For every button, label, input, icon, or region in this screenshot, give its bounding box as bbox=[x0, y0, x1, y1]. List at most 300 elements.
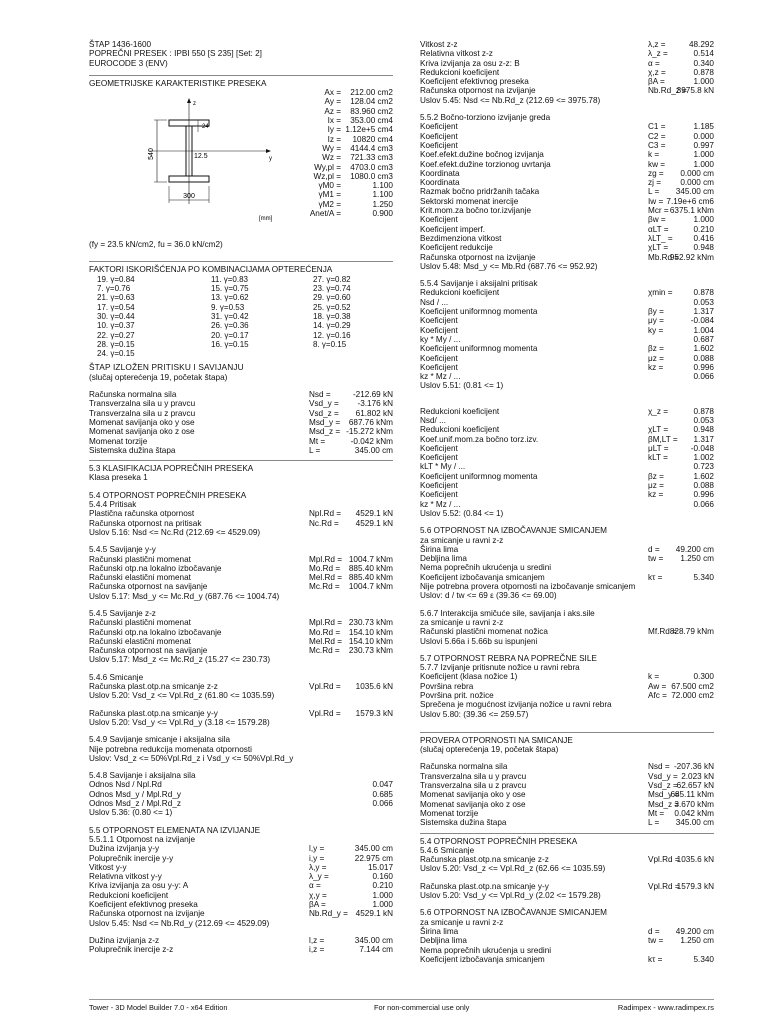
row-label: Uslov 5.51: (0.81 <= 1) bbox=[420, 381, 504, 391]
row-label: Računska normalna sila bbox=[89, 390, 177, 400]
text-row bbox=[420, 425, 714, 434]
row-symbol: Mcr = bbox=[648, 206, 669, 216]
text-row bbox=[89, 618, 393, 627]
factor-row bbox=[89, 275, 393, 284]
factor-cell: 7. γ=0.76 bbox=[97, 284, 131, 294]
row-value: 828.79 kNm bbox=[669, 627, 714, 637]
row-value: 4529.1 kN bbox=[355, 518, 393, 528]
text-row bbox=[420, 77, 714, 86]
text-row bbox=[89, 628, 393, 637]
row-value: 15.017 bbox=[367, 862, 393, 872]
row-label: Momenat torzije bbox=[420, 808, 479, 818]
row-value: 7.144 cm bbox=[359, 945, 393, 955]
row-label: Sistemska dužina štapa bbox=[420, 818, 507, 828]
row-value: 345.00 cm bbox=[675, 818, 714, 828]
row-value: 0.088 bbox=[693, 481, 714, 491]
row-value: 22.975 cm bbox=[354, 853, 393, 863]
text-row bbox=[420, 435, 714, 444]
row-value: 0.996 bbox=[693, 362, 714, 372]
text-row bbox=[420, 225, 714, 234]
geometry-row bbox=[279, 125, 393, 134]
row-value: -15.272 kNm bbox=[346, 427, 393, 437]
row-label: ŠTAP IZLOŽEN PRITISKU I SAVIJANJU bbox=[89, 362, 244, 373]
row-value: 230.73 kNm bbox=[348, 618, 393, 628]
row-value: 0.053 bbox=[693, 415, 714, 425]
row-label: Koeficijent bbox=[420, 362, 458, 372]
row-value: 0.948 bbox=[693, 243, 714, 253]
row-value: 0.210 bbox=[693, 224, 714, 234]
factor-cell: 22. γ=0.27 bbox=[97, 330, 135, 340]
geometry-row bbox=[279, 163, 393, 172]
row-symbol: Vpl.Rd = bbox=[648, 881, 680, 891]
row-label: Koeficijent izbočavanja smicanjem bbox=[420, 954, 545, 964]
row-symbol: Nsd = bbox=[309, 390, 331, 400]
text-row bbox=[420, 262, 714, 271]
text-row bbox=[420, 316, 714, 325]
row-value: 0.878 bbox=[693, 67, 714, 77]
row-label: Koeficijent efektivnog preseka bbox=[420, 77, 529, 87]
row-label: Koeficijent bbox=[420, 490, 458, 500]
row-symbol: βz = bbox=[648, 344, 664, 354]
text-row bbox=[420, 197, 714, 206]
text-row bbox=[89, 936, 393, 945]
factor-cell: 18. γ=0.38 bbox=[313, 311, 351, 321]
row-value: 0.300 bbox=[693, 672, 714, 682]
factor-cell: 17. γ=0.54 bbox=[97, 302, 135, 312]
row-label: Momenat savijanja oko y ose bbox=[420, 790, 526, 800]
spacer bbox=[89, 601, 393, 609]
geometry-row bbox=[279, 144, 393, 153]
text-row bbox=[420, 800, 714, 809]
row-label: Širina lima bbox=[420, 544, 459, 554]
row-label: Koeficijent redukcije bbox=[420, 243, 493, 253]
text-row bbox=[420, 326, 714, 335]
text-row bbox=[420, 946, 714, 955]
row-label: Koeficijent bbox=[420, 215, 458, 225]
axis-y-label: y bbox=[269, 156, 272, 163]
row-value: 1004.7 kNm bbox=[348, 554, 393, 564]
row-value: 1.004 bbox=[693, 325, 714, 335]
material-note: (fy = 23.5 kN/cm2, fu = 36.0 kN/cm2) bbox=[89, 240, 223, 250]
text-row bbox=[420, 288, 714, 297]
row-symbol: zg = bbox=[648, 168, 664, 178]
text-row bbox=[89, 409, 393, 418]
row-label: Bezdimenziona vitkost bbox=[420, 233, 502, 243]
geometry-value: 10820 cm4 bbox=[352, 134, 393, 144]
row-label: Sistemska dužina štapa bbox=[89, 445, 176, 455]
geometry-key: Wz,pl = bbox=[313, 171, 341, 181]
row-label: Poluprečnik inercije z-z bbox=[89, 945, 174, 955]
row-value: -0.048 bbox=[690, 443, 714, 453]
text-row bbox=[420, 772, 714, 781]
text-row bbox=[89, 564, 393, 573]
row-symbol: Vpl.Rd = bbox=[309, 708, 341, 718]
text-row bbox=[89, 808, 393, 817]
factor-cell: 15. γ=0.75 bbox=[211, 284, 249, 294]
text-row bbox=[420, 96, 714, 105]
text-row bbox=[420, 682, 714, 691]
factor-row bbox=[89, 312, 393, 321]
row-symbol: L = bbox=[648, 187, 660, 197]
geometry-row bbox=[279, 97, 393, 106]
row-label: Računski otp.na lokalno izbočavanje bbox=[89, 563, 222, 573]
text-row bbox=[89, 682, 393, 691]
text-row bbox=[420, 762, 714, 771]
row-label: 5.5.1.1 Otpornost na izvijanje bbox=[89, 834, 196, 844]
row-label: 5.6 OTPORNOST NA IZBOČAVANJE SMICANJEM bbox=[420, 526, 607, 536]
row-value: 1.602 bbox=[693, 344, 714, 354]
row-value: 0.878 bbox=[693, 288, 714, 298]
text-row bbox=[420, 500, 714, 509]
spacer bbox=[420, 399, 714, 407]
row-value: 1.000 bbox=[693, 215, 714, 225]
text-row bbox=[420, 654, 714, 663]
row-symbol: μLT = bbox=[648, 443, 669, 453]
text-row bbox=[89, 718, 393, 727]
text-row bbox=[420, 59, 714, 68]
row-value: 0.047 bbox=[372, 780, 393, 790]
footer-right: Radimpex - www.radimpex.rs bbox=[617, 1003, 714, 1012]
text-row bbox=[89, 573, 393, 582]
text-row bbox=[420, 609, 714, 618]
text-row bbox=[420, 618, 714, 627]
geometry-row bbox=[279, 107, 393, 116]
text-row bbox=[420, 545, 714, 554]
row-value: 885.40 kNm bbox=[348, 563, 393, 573]
row-label: Nema poprečnih ukrućenja u sredini bbox=[420, 563, 552, 573]
row-value: 1.317 bbox=[693, 307, 714, 317]
factor-cell: 16. γ=0.15 bbox=[211, 339, 249, 349]
row-value: 2.023 kN bbox=[681, 771, 714, 781]
row-value: 0.000 cm bbox=[680, 168, 714, 178]
row-label: Kriva izvijanja za osu y-y: A bbox=[89, 881, 189, 891]
row-label: Nsd/ ... bbox=[420, 415, 446, 425]
text-row bbox=[420, 637, 714, 646]
header-line-1: ŠTAP 1436-1600 bbox=[89, 40, 152, 49]
geometry-row bbox=[279, 209, 393, 218]
geometry-value: 353.00 cm4 bbox=[350, 116, 393, 126]
text-row bbox=[420, 927, 714, 936]
geometry-key: Wz = bbox=[322, 153, 341, 163]
row-value: 1.250 cm bbox=[680, 554, 714, 564]
text-row bbox=[89, 582, 393, 591]
row-label: Transverzalna sila u y pravcu bbox=[89, 399, 196, 409]
text-row bbox=[89, 709, 393, 718]
row-value: 3975.8 kN bbox=[676, 86, 714, 96]
text-row bbox=[420, 864, 714, 873]
geometry-value: 1.100 bbox=[372, 190, 393, 200]
row-label: Nema poprečnih ukrućenja u sredini bbox=[420, 945, 552, 955]
row-value: 1579.3 kN bbox=[676, 881, 714, 891]
text-row bbox=[420, 279, 714, 288]
row-value: 1.000 bbox=[372, 890, 393, 900]
row-label: Nije potrebna redukcija momenata otpornosti bbox=[89, 744, 252, 754]
text-row bbox=[420, 40, 714, 49]
row-symbol: k = bbox=[648, 672, 660, 682]
text-row bbox=[89, 844, 393, 853]
row-label: 5.6 OTPORNOST NA IZBOČAVANJE SMICANJEM bbox=[420, 908, 607, 918]
row-label: 5.4 OTPORNOST POPREČNIH PRESEKA bbox=[420, 836, 578, 846]
geometry-key: Ax = bbox=[324, 88, 341, 98]
text-row bbox=[420, 113, 714, 122]
spacer bbox=[89, 665, 393, 673]
factor-cell: 26. γ=0.36 bbox=[211, 321, 249, 331]
row-label: kz * Mz / ... bbox=[420, 499, 461, 509]
factor-cell: 14. γ=0.29 bbox=[313, 321, 351, 331]
row-symbol: βz = bbox=[648, 471, 664, 481]
factor-cell: 8. γ=0.15 bbox=[313, 339, 347, 349]
row-label: Uslovi 5.66a i 5.66b su ispunjeni bbox=[420, 636, 538, 646]
row-symbol: λ_y = bbox=[309, 872, 329, 882]
web-thickness-label: 12.5 bbox=[194, 153, 208, 161]
row-label: Koeficijent bbox=[420, 131, 458, 141]
row-label: Redukcioni koeficijent bbox=[89, 890, 169, 900]
row-label: Uslov 5.45: Nsd <= Nb.Rd_y (212.69 <= 4529.09) bbox=[89, 918, 270, 928]
row-label: Koeficijent izbočavanja smicanjem bbox=[420, 572, 545, 582]
geometry-value: 0.900 bbox=[372, 209, 393, 219]
text-row bbox=[89, 399, 393, 408]
row-value: 48.292 bbox=[688, 40, 714, 49]
row-symbol: Afc = bbox=[648, 691, 667, 700]
text-row bbox=[420, 855, 714, 864]
text-row bbox=[89, 373, 393, 382]
text-row bbox=[420, 672, 714, 681]
row-label: za smicanje u ravni z-z bbox=[420, 917, 504, 927]
row-symbol: kτ = bbox=[648, 572, 663, 582]
text-row bbox=[420, 372, 714, 381]
row-symbol: l,y = bbox=[309, 844, 325, 854]
row-value: 1004.7 kNm bbox=[348, 582, 393, 592]
text-row bbox=[89, 872, 393, 881]
row-label: Dužina izvijanja y-y bbox=[89, 844, 160, 854]
row-label: 5.4.6 Smicanje bbox=[89, 672, 144, 682]
row-label: (slučaj opterećenja 19, početak štapa) bbox=[89, 372, 228, 382]
text-row bbox=[89, 891, 393, 900]
row-value: 0.416 bbox=[693, 233, 714, 243]
row-symbol: Msd_y = bbox=[648, 790, 680, 800]
text-row bbox=[89, 790, 393, 799]
text-row bbox=[420, 215, 714, 224]
text-row bbox=[420, 68, 714, 77]
row-label: Koeficijent bbox=[420, 443, 458, 453]
row-value: 0.042 kNm bbox=[674, 808, 714, 818]
text-row bbox=[89, 609, 393, 618]
text-row bbox=[89, 473, 393, 482]
text-row bbox=[89, 854, 393, 863]
row-label: Uslov 5.45: Nsd <= Nb.Rd_z (212.69 <= 3975.78) bbox=[420, 95, 601, 105]
row-label: Koeficijent bbox=[420, 122, 458, 132]
text-row bbox=[420, 891, 714, 900]
text-row bbox=[89, 735, 393, 744]
row-label: Računska plast.otp.na smicanje z-z bbox=[420, 855, 549, 865]
text-row bbox=[420, 86, 714, 95]
factor-cell: 23. γ=0.74 bbox=[313, 284, 351, 294]
spacer bbox=[89, 382, 393, 390]
row-value: 0.088 bbox=[693, 353, 714, 363]
geometry-value: 721.33 cm3 bbox=[350, 153, 393, 163]
row-label: 5.4.9 Savijanje smicanje i aksijalna sila bbox=[89, 735, 231, 745]
row-label: Debljina lima bbox=[420, 554, 467, 564]
row-label: Računska plast.otp.na smicanje y-y bbox=[420, 881, 549, 891]
text-row bbox=[420, 444, 714, 453]
row-label: Računska otpornost na izvijanje bbox=[420, 252, 536, 262]
text-row bbox=[420, 132, 714, 141]
text-row bbox=[420, 745, 714, 754]
text-row bbox=[420, 472, 714, 481]
row-label: Uslov 5.52: (0.84 <= 1) bbox=[420, 508, 504, 518]
text-row bbox=[89, 545, 393, 554]
row-symbol: βA = bbox=[648, 77, 665, 87]
spacer bbox=[89, 537, 393, 545]
units-label: [mm] bbox=[259, 216, 273, 223]
row-symbol: α = bbox=[648, 58, 660, 68]
spacer bbox=[89, 701, 393, 709]
geometry-key: Iy = bbox=[327, 125, 341, 135]
geometry-key: Az = bbox=[324, 106, 341, 116]
text-row bbox=[420, 381, 714, 390]
row-label: Sprečena je mogućnost izvijanja nožice u ravni rebra bbox=[420, 700, 612, 710]
divider bbox=[420, 833, 714, 834]
left-column bbox=[89, 40, 393, 954]
footer-left: Tower - 3D Model Builder 7.0 - x64 Edition bbox=[89, 1003, 228, 1012]
left-content bbox=[89, 363, 393, 954]
text-row bbox=[420, 307, 714, 316]
row-value: 1.317 bbox=[693, 434, 714, 444]
text-row bbox=[420, 187, 714, 196]
text-row bbox=[420, 178, 714, 187]
row-symbol: χ_z = bbox=[648, 406, 669, 416]
row-value: 0.340 bbox=[693, 58, 714, 68]
row-label: Koeficijent imperf. bbox=[420, 224, 486, 234]
row-symbol: Mb.Rd = bbox=[648, 252, 680, 262]
row-symbol: Nsd = bbox=[648, 762, 670, 772]
text-row bbox=[420, 490, 714, 499]
geometry-value: 1.250 bbox=[372, 199, 393, 209]
row-value: 0.687 bbox=[693, 334, 714, 344]
row-value: 49.200 cm bbox=[675, 544, 714, 554]
text-row bbox=[420, 591, 714, 600]
row-symbol: χLT = bbox=[648, 243, 669, 253]
geometry-row bbox=[279, 172, 393, 181]
row-label: Krit.mom.za bočno tor.izvijanje bbox=[420, 206, 532, 216]
row-label: Koeficijent uniformnog momenta bbox=[420, 307, 538, 317]
row-value: 0.053 bbox=[693, 297, 714, 307]
geometry-key: γM1 = bbox=[318, 190, 341, 200]
text-row bbox=[420, 453, 714, 462]
row-symbol: Mpl.Rd = bbox=[309, 618, 342, 628]
row-value: -0.084 bbox=[690, 316, 714, 326]
row-symbol: μy = bbox=[648, 316, 664, 326]
row-value: -212.69 kN bbox=[352, 390, 393, 400]
row-label: Sektorski momenat inercije bbox=[420, 196, 519, 206]
text-row bbox=[89, 437, 393, 446]
row-symbol: βw = bbox=[648, 215, 666, 225]
row-value: 0.066 bbox=[693, 499, 714, 509]
row-label: Odnos Msd_y / Mpl.Rd_y bbox=[89, 789, 181, 799]
row-symbol: i,z = bbox=[309, 945, 325, 955]
row-label: Koeficijent bbox=[420, 316, 458, 326]
row-label: Računska normalna sila bbox=[420, 762, 508, 772]
flange-width-label: 300 bbox=[183, 193, 195, 201]
text-row bbox=[89, 519, 393, 528]
text-row bbox=[420, 481, 714, 490]
height-label: 540 bbox=[148, 148, 155, 161]
text-row bbox=[420, 710, 714, 719]
geometry-row bbox=[279, 190, 393, 199]
factor-cell: 25. γ=0.52 bbox=[313, 302, 351, 312]
row-value: 0.066 bbox=[693, 372, 714, 382]
row-value: 0.685 bbox=[372, 789, 393, 799]
text-row bbox=[420, 234, 714, 243]
row-label: Koordinata bbox=[420, 168, 460, 178]
row-label: Računski elastični momenat bbox=[89, 636, 191, 646]
factor-row bbox=[89, 331, 393, 340]
row-symbol: βA = bbox=[309, 900, 326, 909]
text-row bbox=[89, 919, 393, 928]
text-row bbox=[420, 846, 714, 855]
row-label: Odnos Nsd / Npl.Rd bbox=[89, 780, 162, 790]
factor-cell: 12. γ=0.16 bbox=[313, 330, 351, 340]
row-value: 0.210 bbox=[372, 881, 393, 891]
row-symbol: Nb.Rd_y = bbox=[309, 909, 348, 919]
text-row bbox=[89, 900, 393, 909]
factor-cell: 11. γ=0.83 bbox=[211, 274, 248, 284]
row-symbol: Iw = bbox=[648, 196, 664, 206]
text-row bbox=[89, 673, 393, 682]
text-row bbox=[89, 528, 393, 537]
text-row bbox=[89, 446, 393, 455]
factor-cell: 13. γ=0.62 bbox=[211, 293, 249, 303]
row-label: Transverzalna sila u z pravcu bbox=[420, 781, 527, 791]
row-label: 5.5 OTPORNOST ELEMENATA NA IZVIJANJE bbox=[89, 825, 261, 835]
row-label: Širina lima bbox=[420, 926, 459, 936]
row-value: 5.340 bbox=[693, 954, 714, 964]
text-row bbox=[89, 863, 393, 872]
row-symbol: L = bbox=[309, 445, 321, 455]
spacer bbox=[89, 928, 393, 936]
text-row bbox=[420, 563, 714, 572]
row-label: Redukcioni koeficijent bbox=[420, 425, 500, 435]
text-row bbox=[89, 799, 393, 808]
row-value: 0.997 bbox=[693, 140, 714, 150]
row-symbol: Mel.Rd = bbox=[309, 636, 342, 646]
row-symbol: Mc.Rd = bbox=[309, 646, 340, 656]
factor-row bbox=[89, 284, 393, 293]
row-symbol: kLT = bbox=[648, 453, 668, 463]
factor-cell: 20. γ=0.17 bbox=[211, 330, 249, 340]
row-label: 5.3 KLASIFIKACIJA POPREČNIH PRESEKA bbox=[89, 464, 254, 474]
row-symbol: Vsd_z = bbox=[309, 408, 339, 418]
text-row bbox=[89, 691, 393, 700]
row-value: 1.602 bbox=[693, 471, 714, 481]
row-label: Kriva izvijanja za osu z-z: B bbox=[420, 58, 520, 68]
row-label: Momenat torzije bbox=[89, 436, 148, 446]
row-value: 1579.3 kN bbox=[355, 708, 393, 718]
row-value: 67.500 cm2 bbox=[671, 681, 714, 691]
row-label: Nije potrebna provera otpornosti na izbočavanje smicanjem bbox=[420, 582, 636, 592]
row-label: 5.4.5 Savijanje z-z bbox=[89, 608, 156, 618]
text-row bbox=[420, 700, 714, 709]
geometry-key: Wy,pl = bbox=[314, 162, 341, 172]
text-row bbox=[420, 936, 714, 945]
row-symbol: μz = bbox=[648, 481, 664, 491]
row-symbol: Mt = bbox=[309, 436, 326, 446]
row-symbol: α = bbox=[309, 881, 321, 891]
row-symbol: βy = bbox=[648, 307, 664, 317]
row-label: kLT * My / ... bbox=[420, 462, 466, 472]
row-value: 345.00 cm bbox=[354, 935, 393, 945]
row-label: 5.4.6 Smicanje bbox=[420, 845, 475, 855]
